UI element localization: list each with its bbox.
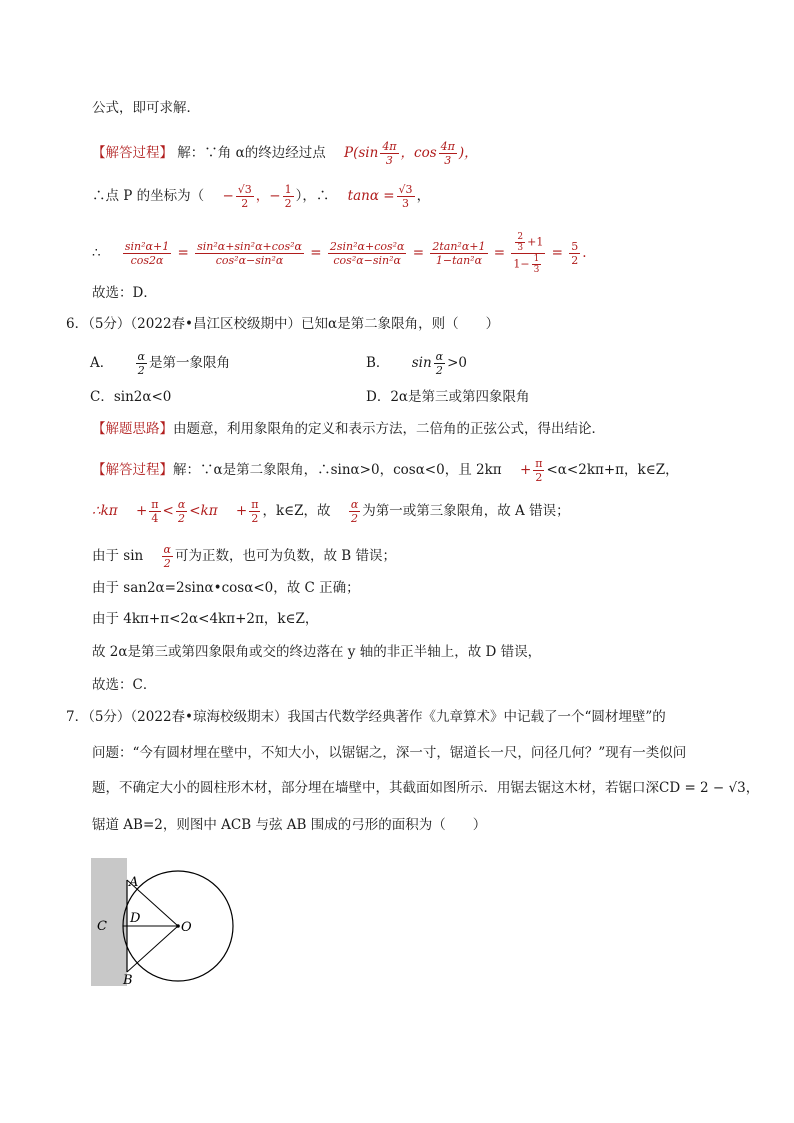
- solution-text: 公式，即可求解．: [92, 100, 200, 116]
- text-line: [92, 642, 541, 662]
- math-expression: tanα =: [347, 188, 395, 204]
- solution-text: 由于 san2α=2sinα•cosα<0，故 C 正确；: [92, 580, 360, 596]
- option-text: C．sin2α<0: [90, 389, 172, 405]
- question-text: [92, 815, 486, 835]
- idea-tag: 【解题思路】: [92, 421, 173, 437]
- fraction: $\frac{5}{2}$: [571, 240, 579, 267]
- text-line: [92, 98, 200, 118]
- text-line: [92, 578, 360, 598]
- option-label: A．: [90, 355, 114, 371]
- solution-text: 解：∵α是第二象限角，∴sinα>0，cosα<0，且 2kπ: [173, 462, 502, 478]
- text-line: [92, 675, 156, 695]
- fraction: $\frac{\alpha}{2}$: [435, 350, 444, 377]
- question-heading: [66, 314, 499, 334]
- option-c: [90, 387, 171, 407]
- fraction: $\frac{√3}{3}$: [398, 183, 413, 210]
- fraction: $\frac{\alpha}{2}$: [137, 350, 145, 377]
- text-line: [92, 609, 318, 629]
- question-text: [92, 778, 759, 798]
- segment-bo: [127, 926, 178, 972]
- fraction: $\frac{1}{2}$: [284, 183, 292, 210]
- fraction: $\frac{4\pi}{3}$: [440, 140, 455, 167]
- fraction: $\frac{\pi}{4}$: [151, 498, 159, 525]
- fraction: $\frac{\text{2tan²α+1}}{\text{1−tan²α}}$: [432, 240, 486, 267]
- math-expression: P(sin: [344, 145, 379, 161]
- label-b: B: [123, 973, 133, 988]
- fraction: $\frac{\alpha}{2}$: [163, 543, 171, 570]
- option-label: B．: [366, 355, 390, 371]
- answer-process-tag: 【解答过程】: [92, 462, 173, 478]
- solution-process: 【解答过程】解：∵α是第二象限角，∴sinα>0，cosα<0，且 2kπ + $\frac{\pi}{2}$ <α<2kπ+π，k∈Z，: [92, 457, 679, 484]
- solution-text: 由题意，利用象限角的定义和表示方法，二倍角的正弦公式，得出结论．: [173, 421, 605, 437]
- label-a: A: [129, 875, 139, 890]
- label-c: C: [97, 919, 107, 934]
- answer-choice: 故选：D．: [92, 285, 157, 301]
- option-d: [366, 387, 530, 407]
- fraction: $\frac{\pi}{2}$: [535, 457, 543, 484]
- fraction: $\frac{\alpha}{2}$: [177, 498, 186, 525]
- fraction: $\frac{2}{3}$ +1 1− $\frac{1}{3}$: [513, 232, 544, 275]
- text-line: ∴ $\frac{\text{sin²α+1}}{\cos 2\alpha}$ = $\frac{\text{sin²α+sin²α+cos²α}}{\text{cos²α−sin²α}}$ = $\frac{\text{2sin²α+cos²α}}{\text{cos²α−sin²α}}$ = $\frac{\text{2tan²α+1}}{\text{1−tan²α}}$ = $\frac{2}{3}$ +1 1− $\frac{1}{3}$ = $\frac{5}{2}$ .: [92, 232, 587, 275]
- option-text: D．2α是第三或第四象限角: [366, 389, 530, 405]
- circle-in-wall-figure: [85, 852, 245, 992]
- question-text: 题，不确定大小的圆柱形木材，部分埋在墙壁中，其截面如图所示．用锯去锯这木材，若锯口深CD = 2 − √3，: [92, 780, 760, 796]
- question-text: [92, 743, 686, 763]
- center-point: [176, 924, 180, 928]
- fraction: $\frac{\text{2sin²α+cos²α}}{\text{cos²α−sin²α}}$: [329, 240, 405, 267]
- fraction: $\frac{\text{sin²α+sin²α+cos²α}}{\text{cos²α−sin²α}}$: [197, 240, 302, 267]
- solution-text: 解：∵角 α的终边经过点: [177, 145, 326, 161]
- text-line: ∴点 P 的坐标为（ − $\frac{√3}{2}$ ，− $\frac{1}{2}$ ），∴ tanα = $\frac{√3}{3}$ ，: [92, 183, 431, 210]
- question-text: 7．（5分）（2022春•琼海校级期末）我国古代数学经典著作《九章算术》中记载了一个“圆材埋壁”的: [66, 709, 666, 725]
- text-line: 由于 sin $\frac{\alpha}{2}$ 可为正数，也可为负数，故 B 错误；: [92, 543, 396, 570]
- therefore-symbol: ∴: [92, 245, 101, 261]
- fraction: $\frac{\pi}{2}$: [251, 498, 259, 525]
- question-text: 问题：“今有圆材埋在壁中，不知大小，以锯锯之，深一寸，锯道长一尺，问径几何？”现有一类似问: [92, 745, 687, 761]
- text-line: ∴kπ + $\frac{\pi}{4}$ < $\frac{\alpha}{2}$ <kπ + $\frac{\pi}{2}$ ，k∈Z，故 $\frac{\alpha}{2}$ 为第一或第三象限角，故 A 错误；: [92, 498, 570, 525]
- answer-choice: 故选：C．: [92, 677, 157, 693]
- solution-text: 故 2α是第三或第四象限角或交的终边落在 y 轴的非正半轴上，故 D 错误，: [92, 644, 542, 660]
- solution-text: ∴点 P 的坐标为（: [92, 188, 205, 204]
- text-line: [92, 283, 157, 303]
- fraction: $\frac{\alpha}{2}$: [350, 498, 359, 525]
- fraction: $\frac{4\pi}{3}$: [382, 140, 397, 167]
- label-d: D: [130, 911, 141, 926]
- question-heading: [66, 707, 666, 727]
- fraction: $\frac{√3}{2}$: [237, 183, 252, 210]
- label-o: O: [181, 920, 192, 935]
- math-expression: ，cos: [400, 145, 437, 161]
- option-b: B． sin $\frac{\alpha}{2}$ >0: [366, 350, 468, 377]
- question-text: 锯道 AB=2，则图中 ACB 与弦 AB 围成的弓形的面积为（ ）: [92, 817, 487, 833]
- option-a: A． $\frac{\alpha}{2}$ 是第一象限角: [90, 350, 230, 377]
- solution-idea: [92, 419, 605, 439]
- answer-process-tag: 【解答过程】: [92, 145, 173, 161]
- math-expression: )，: [458, 145, 478, 161]
- fraction: $\frac{\text{sin²α+1}}{\cos 2\alpha}$: [124, 240, 170, 267]
- text-line: [92, 140, 478, 167]
- solution-text: 由于 4kπ+π<2α<4kπ+2π，k∈Z，: [92, 611, 319, 627]
- question-text: 6．（5分）（2022春•昌江区校级期中）已知α是第二象限角，则（ ）: [66, 316, 500, 332]
